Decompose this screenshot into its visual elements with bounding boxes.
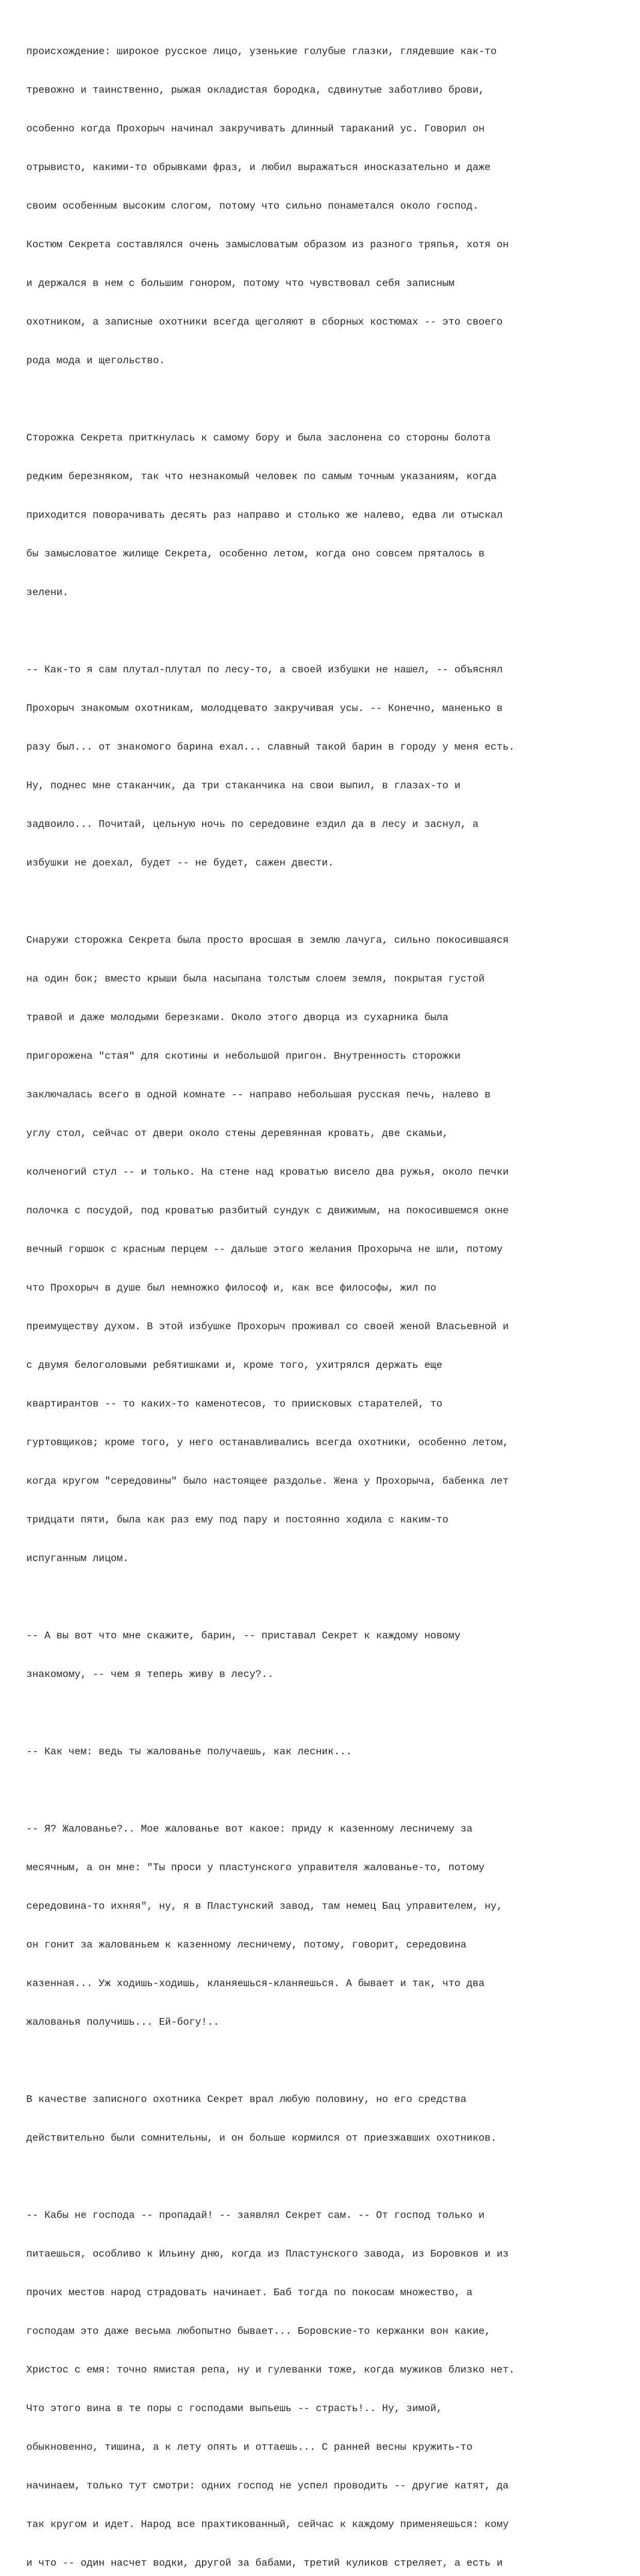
text-line: господам это даже весьма любопытно бывает... Боровские-то кержанки вон какие, [26, 2326, 491, 2337]
text-line: задвоило... Почитай, цельную ночь по середовине ездил да в лесу и заснул, а [26, 819, 479, 830]
paragraph [26, 406, 619, 625]
text-line: жалованья получишь... Ей-богу!.. [26, 2016, 220, 2028]
text-line: Снаружи сторожка Секрета была просто вросшая в землю лачуга, сильно покосившаяся [26, 935, 509, 946]
text-line: -- А вы вот что мне скажите, барин, -- приставал Секрет к каждому новому [26, 1630, 461, 1641]
text-line: разу был... от знакомого барина ехал... славный такой барин в городу у меня есть. [26, 741, 515, 753]
paragraph [26, 638, 619, 895]
text-line: гуртовщиков; кроме того, у него останавливались всегда охотники, особенно летом, [26, 1437, 509, 1448]
text-line: и держался в нем с большим гонором, потому что чувствовал себя записным [26, 278, 454, 289]
text-line: казенная... Уж ходишь-ходишь, кланяешься-кланяешься. А бывает и так, что два [26, 1978, 485, 1989]
text-line: середовина-то ихняя", ну, я в Пластунский завод, там немец Бац управителем, ну, [26, 1901, 503, 1912]
paragraph [26, 908, 619, 1591]
text-line: углу стол, сейчас от двери около стены деревянная кровать, две скамьи, [26, 1128, 449, 1139]
text-line: питаешься, особливо к Ильину дню, когда из Пластунского завода, из Боровков и из [26, 2248, 509, 2260]
text-line: на один бок; вместо крыши была насыпана толстым слоем земля, покрытая густой [26, 973, 485, 985]
text-line: -- Как чем: ведь ты жалованье получаешь, как лесник... [26, 1746, 352, 1757]
text-line: преимуществу духом. В этой избушке Прохорыч проживал со своей женой Власьевной и [26, 1321, 509, 1332]
text-line: своим особенным высоким слогом, потому что сильно понаметался около господ. [26, 200, 479, 212]
text-line: когда кругом "середовины" было настоящее раздолье. Жена у Прохорыча, бабенка лет [26, 1476, 509, 1487]
text-line: охотником, а записные охотники всегда щеголяют в сборных костюмах -- это своего [26, 316, 503, 328]
text-line: бы замысловатое жилище Секрета, особенно летом, когда оно совсем пряталось в [26, 548, 485, 560]
text-line: месячным, а он мне: "Ты проси у пластунского управителя жалованье-то, потому [26, 1862, 485, 1873]
text-line: что Прохорыч в душе был немножко философ и, как все философы, жил по [26, 1282, 436, 1294]
text-line: Христос с емя: точно ямистая репа, ну и гулеванки тоже, когда мужиков близко нет. [26, 2364, 515, 2376]
paragraph [26, 1797, 619, 2055]
text-line: Костюм Секрета составлялся очень замысловатым образом из разного тряпья, хотя он [26, 239, 509, 250]
text-line: зелени. [26, 587, 69, 598]
text-line: испуганным лицом. [26, 1553, 129, 1564]
text-line: рода мода и щегольство. [26, 355, 165, 366]
text-line: знакомому, -- чем я теперь живу в лесу?.. [26, 1669, 274, 1680]
text-line: пригорожена "стая" для скотины и небольшой пригон. Внутренность сторожки [26, 1050, 461, 1062]
text-line: полочка с посудой, под кроватью разбитый сундук с движимым, на покосившемся окне [26, 1205, 509, 1216]
paragraph [26, 1604, 619, 1707]
text-line: -- Как-то я сам плутал-плутал по лесу-то, а своей избушки не нашел, -- объяснял [26, 664, 503, 675]
text-line: отрывисто, какими-то обрывками фраз, и любил выражаться иносказательно и даже [26, 162, 491, 173]
text-line: происхождение: широкое русское лицо, узенькие голубые глазки, глядевшие как-то [26, 46, 497, 57]
text-line: так кругом и идет. Народ все прахтикованный, сейчас к каждому применяешься: кому [26, 2519, 509, 2530]
text-line: -- Я? Жалованье?.. Мое жалованье вот какое: приду к казенному лесничему за [26, 1823, 473, 1835]
text-line: приходится поворачивать десять раз направо и столько же налево, едва ли отыскал [26, 510, 503, 521]
text-line: и что -- один насчет водки, другой за бабами, третий куликов стреляет, а есть и [26, 2557, 503, 2569]
text-line: особенно когда Прохорыч начинал закручивать длинный тараканий ус. Говорил он [26, 123, 485, 134]
text-line: редким березняком, так что незнакомый человек по самым точным указаниям, когда [26, 471, 497, 482]
text-line: обыкновенно, тишина, а к лету опять и оттаешь... С ранней весны кружить-то [26, 2442, 473, 2453]
text-line: действительно были сомнительны, и он больше кормился от приезжавших охотников. [26, 2132, 497, 2144]
text-line: -- Кабы не господа -- пропадай! -- заявлял Секрет сам. -- От господ только и [26, 2210, 485, 2221]
text-line: тридцати пяти, была как раз ему под пару и постоянно ходила с каким-то [26, 1514, 449, 1526]
text-line: квартирантов -- то каких-то каменотесов, то приисковых старателей, то [26, 1398, 443, 1410]
text-line: Сторожка Секрета приткнулась к самому бору и была заслонена со стороны болота [26, 432, 491, 444]
text-line: Что этого вина в те поры с господами выпьешь -- страсть!.. Ну, зимой, [26, 2403, 443, 2414]
text-line: колченогий стул -- и только. На стене над кроватью висело два ружья, около печки [26, 1166, 509, 1178]
paragraph [26, 2067, 619, 2171]
text-line: заключалась всего в одной комнате -- направо небольшая русская печь, налево в [26, 1089, 491, 1100]
text-line: В качестве записного охотника Секрет врал любую половину, но его средства [26, 2094, 467, 2105]
text-line: прочих местов народ страдовать начинает. Баб тогда по покосам множество, а [26, 2287, 473, 2298]
text-line: избушки не доехал, будет -- не будет, сажен двести. [26, 857, 334, 869]
document-page [26, 20, 619, 2576]
text-line: вечный горшок с красным перцем -- дальше этого желания Прохорыча не шли, потому [26, 1244, 503, 1255]
paragraph [26, 1720, 619, 1784]
text-line: тревожно и таинственно, рыжая окладистая бородка, сдвинутые заботливо брови, [26, 84, 485, 96]
text-line: травой и даже молодыми березками. Около этого дворца из сухарника была [26, 1012, 449, 1023]
text-line: Прохорыч знакомым охотникам, молодцевато закручивая усы. -- Конечно, маненько в [26, 703, 503, 714]
text-line: Ну, поднес мне стаканчик, да три стаканчика на свои выпил, в глазах-то и [26, 780, 461, 791]
paragraph [26, 20, 619, 393]
text-line: с двумя белоголовыми ребятишками и, кроме того, ухитрялся держать еще [26, 1360, 443, 1371]
text-line: начинаем, только тут смотри: одних господ не успел проводить -- другие катят, да [26, 2480, 509, 2492]
text-line: он гонит за жалованьем к казенному лесничему, потому, говорит, середовина [26, 1939, 467, 1951]
paragraph [26, 2183, 619, 2576]
